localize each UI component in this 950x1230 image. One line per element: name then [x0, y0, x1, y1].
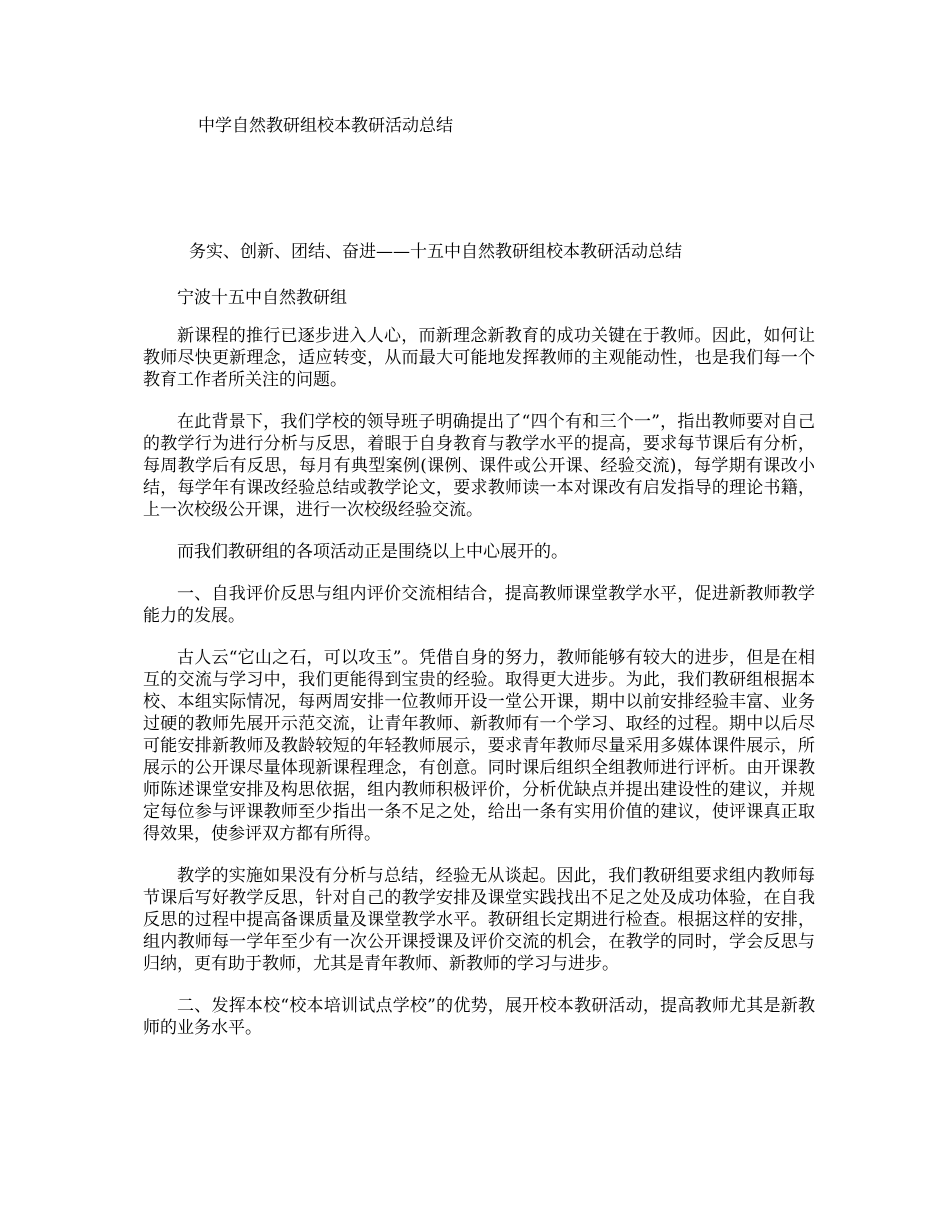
document-subtitle: 务实、创新、团结、奋进——十五中自然教研组校本教研活动总结 [189, 242, 682, 262]
document-title: 中学自然教研组校本教研活动总结 [198, 116, 453, 136]
paragraph-intro: 新课程的推行已逐步进入人心，而新理念新教育的成功关键在于教师。因此，如何让教师尽快更新理念，适应转变，从而最大可能地发挥教师的主观能动性，也是我们每一个教育工作者所关注的问题。 [143, 326, 815, 390]
document-author: 宁波十五中自然教研组 [177, 288, 347, 308]
paragraph-exchange: 古人云“它山之石，可以攻玉”。凭借自身的努力，教师能够有较大的进步，但是在相互的交流与学习中，我们更能得到宝贵的经验。取得更大进步。为此，我们教研组根据本校、本组实际情况，每两周安排一位教师开设一堂公开课，期中以前安排经验丰富、业务过硬的教师先展开示范交流，让青年教师、新教师有一个学习、取经的过程。期中以后尽可能安排新教师及教龄较短的年轻教师展示，要求青年教师尽量采用多媒体课件展示，所展示的公开课尽量体现新课程理念，有创意。同时课后组织全组教师进行评析。由开课教师陈述课堂安排及构思依据，组内教师积极评价，分析优缺点并提出建设性的建议，并规定每位参与评课教师至少指出一条不足之处，给出一条有实用价值的建议，使评课真正取得效果，使参评双方都有所得。 [143, 648, 815, 844]
paragraph-reflection: 教学的实施如果没有分析与总结，经验无从谈起。因此，我们教研组要求组内教师每节课后写好教学反思，针对自己的教学安排及课堂实践找出不足之处及成功体验，在自我反思的过程中提高备课质量及课堂教学水平。教研组长定期进行检查。根据这样的安排，组内教师每一学年至少有一次公开课授课及评价交流的机会，在教学的同时，学会反思与归纳，更有助于教师，尤其是青年教师、新教师的学习与进步。 [143, 866, 815, 974]
section-heading-2: 二、发挥本校“校本培训试点学校”的优势，展开校本教研活动，提高教师尤其是新教师的业务水平。 [143, 996, 815, 1038]
paragraph-activities: 而我们教研组的各项活动正是围绕以上中心展开的。 [177, 542, 568, 562]
document-body [143, 325, 815, 1059]
paragraph-background: 在此背景下，我们学校的领导班子明确提出了“四个有和三个一”，指出教师要对自己的教学行为进行分析与反思，着眼于自身教育与教学水平的提高，要求每节课后有分析，每周教学后有反思，每月有典型案例(课例、课件或公开课、经验交流)，每学期有课改小结，每学年有课改经验总结或教学论文，要求教师读一本对课改有启发指导的理论书籍，上一次校级公开课，进行一次校级经验交流。 [143, 412, 815, 520]
section-heading-1: 一、自我评价反思与组内评价交流相结合，提高教师课堂教学水平，促进新教师教学能力的发展。 [143, 584, 815, 626]
